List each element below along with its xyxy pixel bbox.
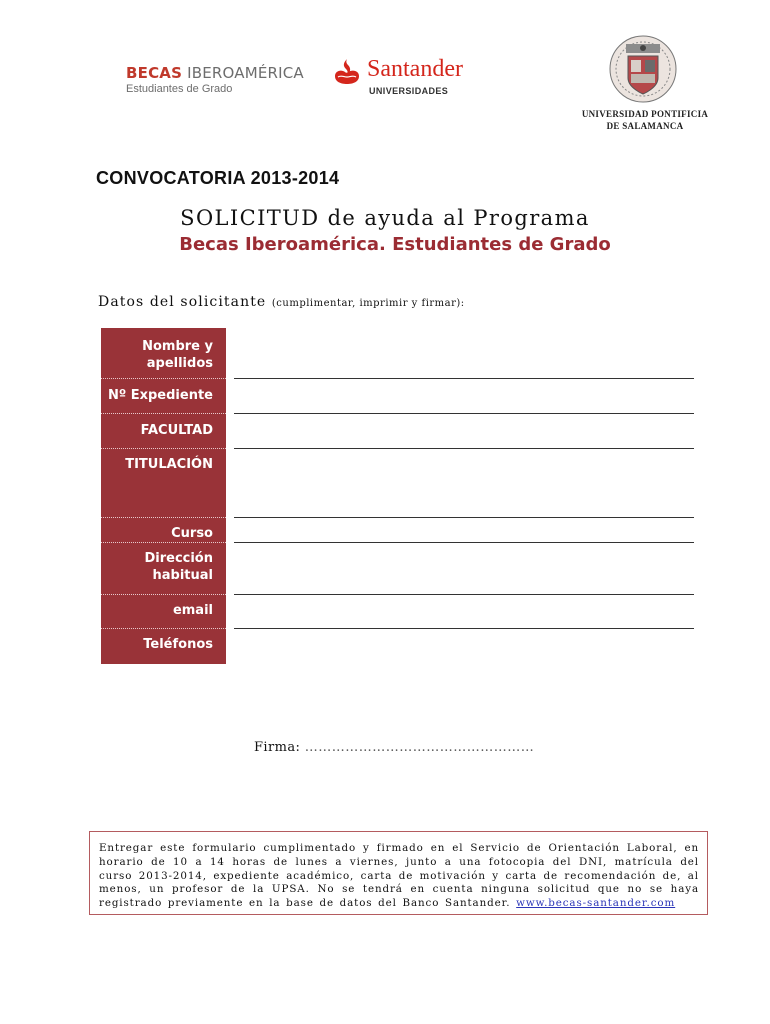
- upsa-seal-icon: [608, 34, 678, 104]
- field-label-email: email: [172, 603, 213, 618]
- santander-tagline: UNIVERSIDADES: [369, 86, 449, 96]
- label-separator: [101, 628, 226, 629]
- signature-line: [254, 740, 534, 755]
- signature-dots[interactable]: ……………………………………………: [304, 740, 535, 755]
- field-facultad-input[interactable]: [234, 413, 694, 448]
- signature-label: Firma:: [254, 740, 301, 755]
- label-separator: [101, 594, 226, 595]
- section-heading: [98, 294, 465, 310]
- field-telefonos-input[interactable]: [234, 628, 694, 664]
- field-curso-input[interactable]: [234, 517, 694, 542]
- field-label-facultad: FACULTAD: [140, 423, 213, 438]
- label-separator: [101, 448, 226, 449]
- santander-logo: [332, 56, 492, 102]
- becas-santander-link[interactable]: www.becas-santander.com: [516, 897, 676, 910]
- field-label-nombre: Nombre y apellidos: [142, 339, 213, 371]
- santander-wordmark: Santander: [367, 56, 463, 82]
- applicant-form: [101, 328, 694, 664]
- instructions-text: Entregar este formulario cumplimentado y firmado en el Servicio de Orientación Laboral, en horario de 10 a 14 horas de lunes a viernes, junto a una fotocopia del DNI, matrícula del curso 2013-2014, expediente académico, carta de motivación y carta de recomendación de, al menos, un profesor de la UPSA. No se tendrá en cuenta ninguna solicitud que no se haya registrado previamente en la base de datos del Banco Santander.: [99, 842, 699, 910]
- field-label-direccion: Dirección habitual: [144, 551, 213, 583]
- field-nombre-input[interactable]: [234, 328, 694, 378]
- field-direccion-input[interactable]: [234, 542, 694, 594]
- field-expediente-input[interactable]: [234, 378, 694, 413]
- field-label-titulacion: TITULACIÓN: [125, 457, 213, 472]
- becas-iberoamerica-logo: [126, 64, 304, 98]
- becas-logo-light: IBEROAMÉRICA: [187, 64, 304, 82]
- upsa-name-line2: DE SALAMANCA: [606, 121, 684, 131]
- becas-logo-wordmark: [126, 64, 304, 82]
- label-separator: [101, 413, 226, 414]
- field-label-telefonos: Teléfonos: [143, 637, 213, 652]
- becas-logo-tagline: Estudiantes de Grado: [126, 83, 233, 95]
- instructions-box: [89, 831, 708, 915]
- label-separator: [101, 517, 226, 518]
- page-title: SOLICITUD de ayuda al Programa: [180, 206, 590, 230]
- upsa-name: [580, 108, 710, 132]
- page-subtitle: Becas Iberoamérica. Estudiantes de Grado: [179, 234, 611, 255]
- section-heading-text: Datos del solicitante: [98, 294, 267, 310]
- convocatoria-heading: CONVOCATORIA 2013-2014: [96, 168, 340, 188]
- field-label-curso: Curso: [171, 526, 213, 541]
- label-separator: [101, 378, 226, 379]
- label-separator: [101, 542, 226, 543]
- field-email-input[interactable]: [234, 594, 694, 628]
- upsa-name-line1: UNIVERSIDAD PONTIFICIA: [581, 109, 709, 119]
- field-label-expediente: Nº Expediente: [108, 388, 213, 403]
- section-heading-note: (cumplimentar, imprimir y firmar):: [271, 298, 465, 309]
- becas-logo-bold: BECAS: [126, 64, 183, 82]
- field-titulacion-input[interactable]: [234, 448, 694, 517]
- santander-flame-icon: [332, 56, 362, 86]
